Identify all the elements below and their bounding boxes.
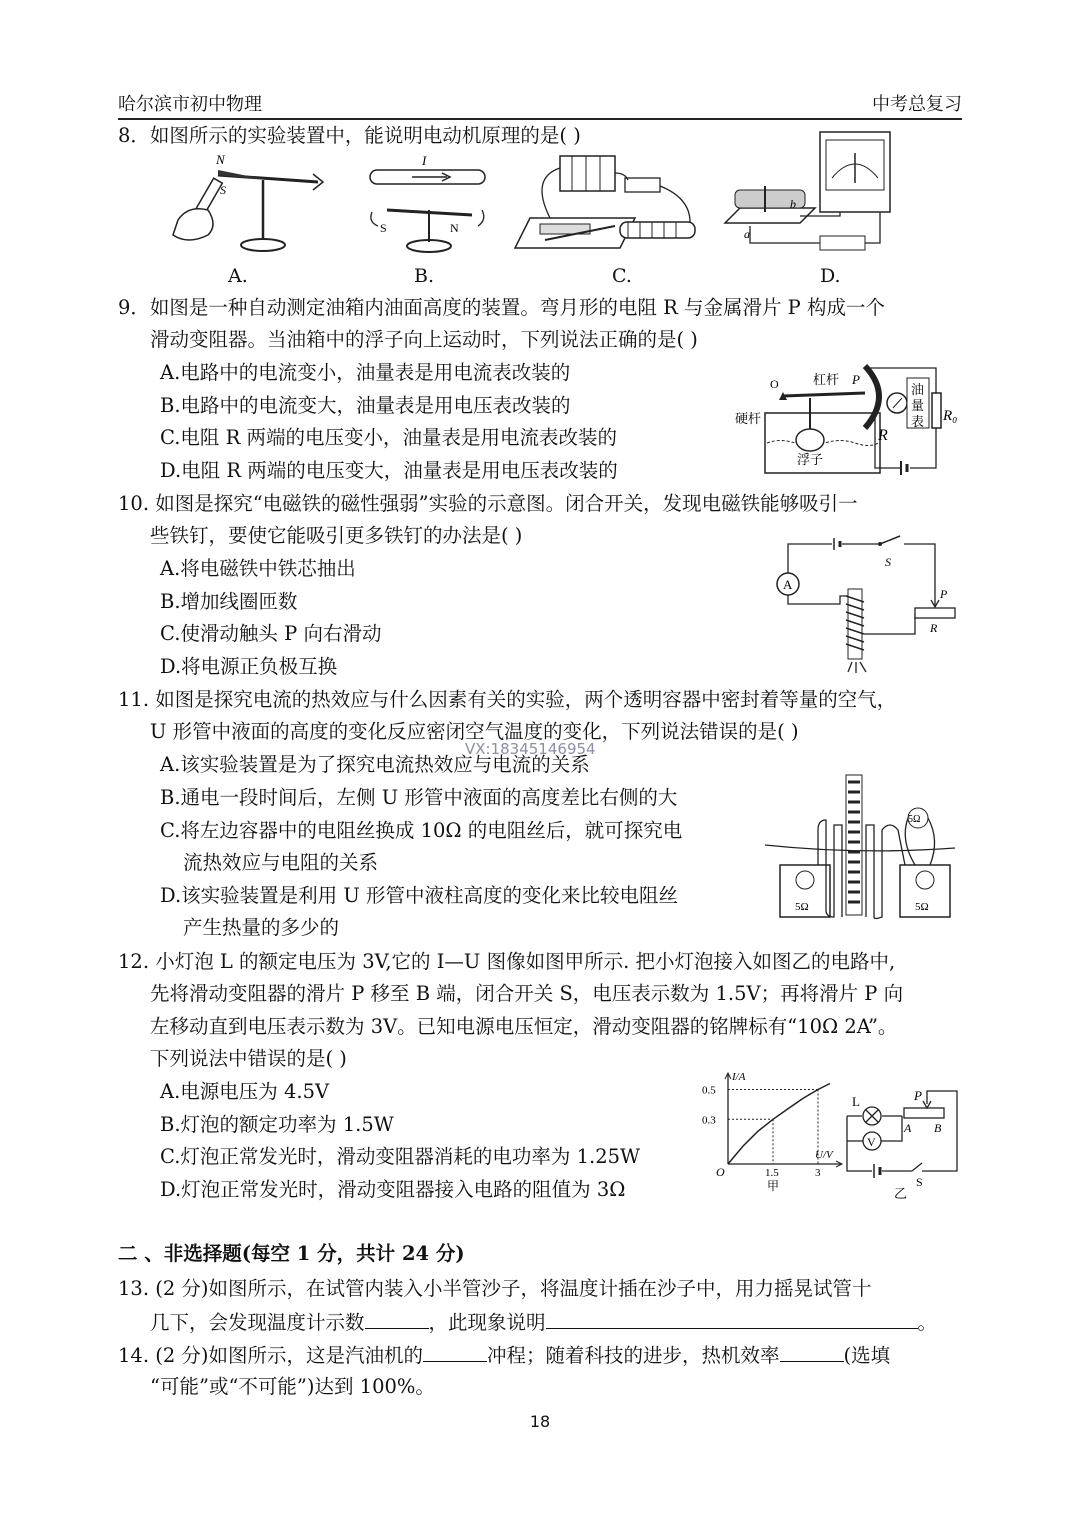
q14-text-a: 14. (2 分)如图所示，这是汽油机的 bbox=[118, 1344, 424, 1367]
q9-stem-line1: 9．如图是一种自动测定油箱内油面高度的装置。弯月形的电阻 R 与金属滑片 P 构成一个 bbox=[118, 296, 886, 319]
q9-label-float: 浮子 bbox=[797, 452, 824, 467]
q10-label-s: S bbox=[885, 555, 891, 569]
q8c-rheostat bbox=[620, 222, 695, 238]
iu-xtick-origin: O bbox=[716, 1165, 725, 1179]
q10-wire-bottom bbox=[788, 595, 852, 604]
q9-r0 bbox=[932, 393, 941, 428]
q12-option-c: C.灯泡正常发光时，滑动变阻器消耗的电功率为 1.25W bbox=[160, 1145, 641, 1168]
q8d-label-a: a bbox=[744, 227, 750, 241]
q13-text-b: ，此现象说明 bbox=[428, 1311, 546, 1334]
q8-figure-b bbox=[362, 150, 492, 260]
q8-label-a: A. bbox=[228, 265, 248, 287]
q8-label-b: B. bbox=[414, 265, 435, 287]
q9-label-meter-2: 量 bbox=[911, 398, 925, 413]
q11-stem-line1: 11. 如图是探究电流的热效应与什么因素有关的实验，两个透明容器中密封着等量的空气， bbox=[118, 688, 897, 711]
q11-label-r-parallel: 5Ω bbox=[908, 814, 921, 825]
q14-text-b: 冲程；随着科技的进步，热机效率 bbox=[487, 1344, 780, 1367]
q11-label-r-left: 5Ω bbox=[795, 901, 809, 913]
q12-stem-line4: 下列说法中错误的是( ) bbox=[150, 1047, 347, 1070]
q12c-switch bbox=[912, 1163, 922, 1171]
q8a-needle-n bbox=[218, 170, 268, 180]
q13-line1: 13. (2 分)如图所示，在试管内装入小半管沙子，将温度计插在沙子中，用力摇晃试管十 bbox=[118, 1277, 872, 1300]
q8d-wire-3 bbox=[865, 212, 880, 243]
q12c-label-p: P bbox=[914, 1088, 922, 1103]
q11-figure bbox=[760, 770, 960, 922]
q12-option-a: A.电源电压为 4.5V bbox=[160, 1080, 330, 1103]
q8d-wire-1 bbox=[750, 226, 820, 243]
q9-option-b: B.电路中的电流变大，油量表是用电压表改装的 bbox=[160, 394, 571, 417]
q8a-label-n: N bbox=[216, 152, 225, 167]
iu-xlabel: U/V bbox=[815, 1149, 833, 1161]
q9-label-p: P bbox=[852, 372, 860, 387]
q10-switch bbox=[880, 536, 900, 544]
q11-option-d-cont: 产生热量的多少的 bbox=[183, 916, 340, 939]
q12-stem-line1: 12. 小灯泡 L 的额定电压为 3V,它的 I—U 图像如图甲所示. 把小灯泡接入如图乙的电路中, bbox=[118, 950, 896, 973]
q13-line2 bbox=[150, 1308, 937, 1337]
q9-option-c: C.电阻 R 两端的电压变小，油量表是用电流表改装的 bbox=[160, 426, 618, 449]
iu-xtick-3: 3 bbox=[815, 1167, 821, 1179]
q8d-switch bbox=[820, 236, 865, 250]
iu-ytick-0.5: 0.5 bbox=[702, 1084, 716, 1097]
q10-option-c: C.使滑动触头 P 向右滑动 bbox=[160, 622, 382, 645]
q9-label-meter-3: 表 bbox=[911, 414, 925, 429]
q12c-label-v: V bbox=[867, 1135, 876, 1149]
q9-option-a: A.电路中的电流变小，油量表是用电流表改装的 bbox=[160, 361, 571, 384]
q14-line1 bbox=[118, 1341, 890, 1370]
q9-label-meter-1: 油 bbox=[911, 382, 925, 397]
q10-switch-pivot bbox=[878, 542, 882, 546]
q8-figure-a bbox=[168, 150, 328, 260]
q8-label-d: D. bbox=[820, 265, 841, 287]
q10-option-b: B.增加线圈匝数 bbox=[160, 590, 298, 613]
q9-float bbox=[796, 429, 824, 451]
q8-label-c: C. bbox=[612, 265, 632, 287]
q10-stem-line2: 些铁钉，要使它能吸引更多铁钉的办法是( ) bbox=[150, 524, 523, 547]
q11-option-b: B.通电一段时间后，左侧 U 形管中液面的高度差比右侧的大 bbox=[160, 786, 678, 809]
q8a-hand bbox=[173, 209, 213, 240]
q10-wire-right bbox=[904, 544, 935, 594]
q11-u-tube-right bbox=[866, 825, 905, 919]
q9-label-rod: 硬杆 bbox=[735, 411, 762, 426]
q11-scale bbox=[846, 775, 862, 915]
q8a-base bbox=[241, 239, 285, 251]
q12c-label-l: L bbox=[852, 1094, 860, 1109]
q10-figure bbox=[770, 534, 960, 674]
q10-label-a: A bbox=[783, 577, 793, 592]
header-school: 哈尔滨市初中物理 bbox=[118, 94, 262, 115]
section2-title: 二 、非选择题(每空 1 分，共计 24 分) bbox=[118, 1242, 465, 1265]
q8a-label-s: S bbox=[220, 183, 226, 197]
q14-text-c: (选填 bbox=[843, 1344, 891, 1367]
q14-blank-2[interactable] bbox=[780, 1341, 844, 1362]
q10-option-a: A.将电磁铁中铁芯抽出 bbox=[160, 557, 356, 580]
q9-option-d: D.电阻 R 两端的电压变大，油量表是用电压表改装的 bbox=[160, 459, 618, 482]
q10-option-d: D.将电源正负极互换 bbox=[160, 655, 338, 678]
q10-label-p: P bbox=[940, 587, 948, 601]
q13-text-c: 。 bbox=[917, 1311, 938, 1334]
q8b-label-n: N bbox=[450, 221, 459, 235]
q13-blank-1[interactable] bbox=[365, 1308, 429, 1329]
q10-label-r: R bbox=[930, 621, 938, 635]
q9-wire-2 bbox=[910, 428, 936, 468]
q11-option-d: D.该实验装置是利用 U 形管中液柱高度的变化来比较电阻丝 bbox=[160, 884, 678, 907]
q12-option-d: D.灯泡正常发光时，滑动变阻器接入电路的阻值为 3Ω bbox=[160, 1178, 626, 1201]
iu-xtick-1.5: 1.5 bbox=[765, 1167, 779, 1179]
q11-option-c-cont: 流热效应与电阻的关系 bbox=[183, 851, 379, 874]
q8c-battery bbox=[560, 156, 615, 191]
q8d-label-b: b bbox=[790, 197, 796, 211]
iu-ylabel: I/A bbox=[732, 1072, 746, 1083]
q12c-label-s: S bbox=[916, 1175, 923, 1189]
q8c-switch bbox=[625, 178, 660, 192]
q12-stem-line2: 先将滑动变阻器的滑片 P 移至 B 端，闭合开关 S，电压表示数为 1.5V；再将滑片 P 向 bbox=[150, 982, 904, 1005]
header-course: 中考总复习 bbox=[872, 94, 962, 115]
q11-option-c: C.将左边容器中的电阻丝换成 10Ω 的电阻丝后，就可探究电 bbox=[160, 819, 683, 842]
q10-nails bbox=[848, 662, 866, 673]
q9-figure bbox=[735, 358, 963, 480]
q12c-label-b: B bbox=[934, 1121, 942, 1135]
q8-figure-d bbox=[720, 128, 900, 260]
watermark: VX:18345146954 bbox=[465, 740, 596, 758]
q9-label-o: O bbox=[770, 377, 779, 391]
q8c-wire-2 bbox=[660, 186, 690, 222]
q10-rheostat bbox=[915, 608, 955, 618]
q9-label-r: R bbox=[878, 427, 888, 444]
q12-circuit bbox=[842, 1086, 962, 1201]
q10-stem-line1: 10. 如图是探究“电磁铁的磁性强弱”实验的示意图。闭合开关，发现电磁铁能够吸引一 bbox=[118, 492, 858, 515]
q8-stem: 8．如图所示的实验装置中，能说明电动机原理的是( ) bbox=[118, 124, 581, 147]
q9-label-r0: R₀ bbox=[943, 408, 958, 424]
q9-stem-line2: 滑动变阻器。当油箱中的浮子向上运动时，下列说法正确的是( ) bbox=[150, 328, 698, 351]
q11-option-a: A.该实验装置是为了探究电流热效应与电流的关系 bbox=[160, 753, 590, 776]
q11-label-r-right: 5Ω bbox=[915, 901, 929, 913]
q14-blank-1[interactable] bbox=[423, 1341, 487, 1362]
q14-line2: “可能”或“不可能”)达到 100%。 bbox=[150, 1375, 435, 1398]
q12c-label-a: A bbox=[904, 1121, 912, 1135]
q12-option-b: B.灯泡的额定功率为 1.5W bbox=[160, 1113, 394, 1136]
q13-blank-2[interactable] bbox=[546, 1308, 918, 1329]
q12c-rheostat bbox=[904, 1108, 944, 1118]
q11-coil-right bbox=[916, 871, 934, 889]
q10-wire-rheostat bbox=[864, 614, 915, 634]
q12-iu-chart bbox=[700, 1072, 845, 1202]
q9-label-lever: 杠杆 bbox=[813, 372, 840, 387]
page-header bbox=[118, 88, 962, 120]
q12c-caption: 乙 bbox=[894, 1186, 908, 1201]
q8-figure-c bbox=[510, 148, 700, 260]
q8b-rot-right bbox=[478, 210, 484, 226]
iu-ytick-0.3: 0.3 bbox=[702, 1114, 716, 1127]
q8b-label-s: S bbox=[380, 221, 387, 235]
q8b-rot-left bbox=[371, 212, 378, 226]
q13-text-a: 几下，会发现温度计示数 bbox=[150, 1311, 365, 1334]
iu-caption: 甲 bbox=[767, 1179, 780, 1193]
q12-stem-line3: 左移动直到电压表示数为 3V。已知电源电压恒定，滑动变阻器的铭牌标有“10Ω 2A”。 bbox=[150, 1015, 898, 1038]
q11-stem-line2: U 形管中液面的高度的变化反应密闭空气温度的变化，下列说法错误的是( ) bbox=[150, 720, 799, 743]
q8b-label-i: I bbox=[422, 153, 427, 168]
iu-chart-labels bbox=[702, 1072, 834, 1193]
q11-coil-left bbox=[796, 871, 814, 889]
q9-lever bbox=[783, 393, 865, 396]
q8c-wire-1 bbox=[542, 168, 560, 218]
page-number: 18 bbox=[529, 1412, 551, 1431]
